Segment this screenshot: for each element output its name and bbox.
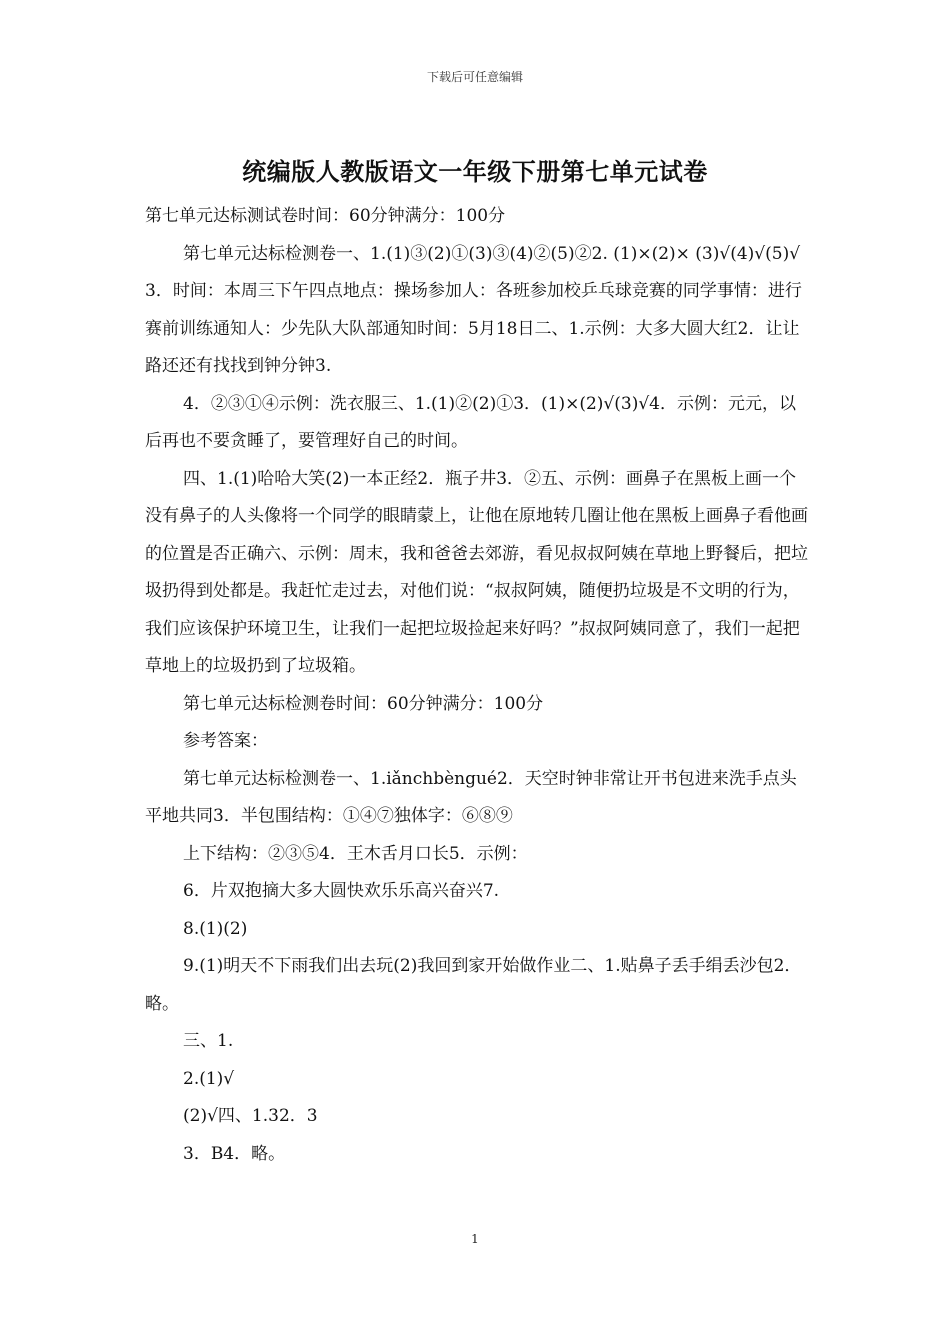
paragraph: (2)√四、1.32．3: [183, 1106, 318, 1126]
paragraph: 第七单元达标检测卷一、1.(1)③(2)①(3)③(4)②(5)②2. (1)×(2)× (3)√(4)√(5)√3．时间：本周三下午四点地点：操场参加人：各班参加校乒乓球竞赛的同学事情：进行赛前训练通知人：少先队大队部通知时间：5月18日二、1.示例：大多大圆大红2．让让路还还有找找到钟分钟3.: [145, 243, 802, 376]
page-header: 下载后可任意编辑: [426, 70, 523, 84]
paragraph: 9.(1)明天不下雨我们出去玩(2)我回到家开始做作业二、1.贴鼻子丢手绢丢沙包2．略。: [145, 956, 802, 1014]
paragraph: 3．B4．略。: [183, 1143, 286, 1164]
paragraph: 第七单元达标检测卷时间：60分钟满分：100分: [183, 693, 544, 714]
paragraph: 上下结构：②③⑤4．王木舌月口长5．示例：: [183, 843, 528, 864]
document-body: [145, 198, 810, 1173]
paragraph: 6．片双抱摘大多大圆快欢乐乐高兴奋兴7.: [183, 881, 500, 901]
paragraph: 2.(1)√: [183, 1068, 235, 1089]
paragraph: 8.(1)(2): [183, 918, 248, 939]
paragraph: 第七单元达标测试卷时间：60分钟满分：100分: [145, 206, 506, 226]
page-number: 1: [471, 1232, 479, 1246]
paragraph: 4．②③①④示例：洗衣服三、1.(1)②(2)①3．(1)×(2)√(3)√4．示例：元元，以后再也不要贪睡了，要管理好自己的时间。: [145, 393, 796, 451]
paragraph: 第七单元达标检测卷一、1.iǎnchbèngué2．天空时钟非常让开书包进来洗手点头平地共同3．半包围结构：①④⑦独体字：⑥⑧⑨: [145, 768, 797, 826]
paragraph: 三、1.: [183, 1031, 234, 1051]
paragraph: 四、1.(1)哈哈大笑(2)一本正经2．瓶子井3．②五、示例：画鼻子在黑板上画一个没有鼻子的人头像将一个同学的眼睛蒙上，让他在原地转几圈让他在黑板上画鼻子看他画的位置是否正确六、示例：周末，我和爸爸去郊游，看见叔叔阿姨在草地上野餐后，把垃圾扔得到处都是。我赶忙走过去，对他们说：“叔叔阿姨，随便扔垃圾是不文明的行为，我们应该保护环境卫生，让我们一起把垃圾捡起来好吗？”叔叔阿姨同意了，我们一起把草地上的垃圾扔到了垃圾箱。: [145, 468, 808, 676]
paragraph: 参考答案：: [183, 731, 268, 751]
document-title: 统编版人教版语文一年级下册第七单元试卷: [242, 158, 708, 186]
